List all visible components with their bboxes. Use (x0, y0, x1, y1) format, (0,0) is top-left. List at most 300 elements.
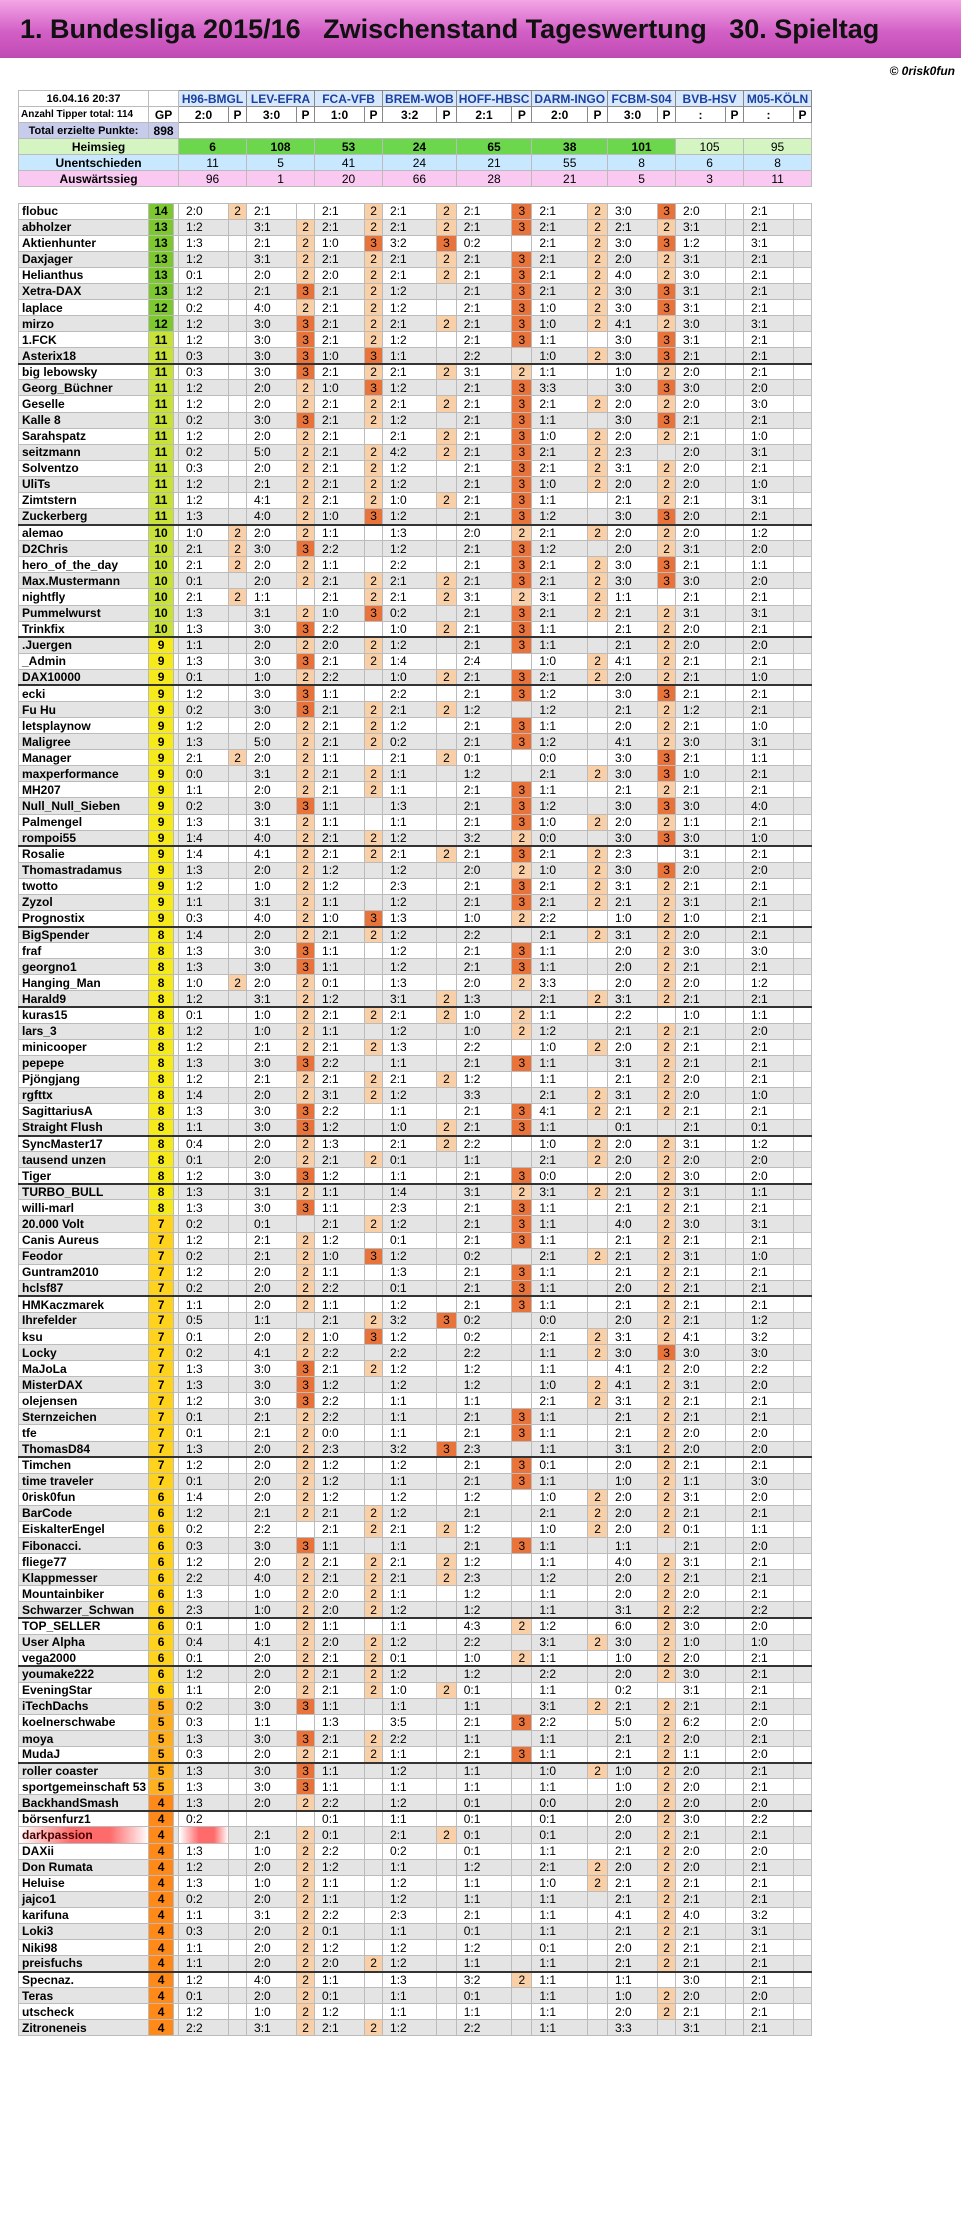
tip-7: 2:1 (676, 750, 726, 766)
tip-8: 2:1 (744, 701, 794, 717)
player-gp: 9 (149, 846, 174, 862)
points-1: 2 (297, 975, 315, 991)
tip-8: 2:1 (744, 621, 794, 637)
tip-1: 2:0 (247, 1152, 297, 1168)
player-row (19, 1120, 812, 1136)
points-0 (229, 1168, 247, 1184)
tip-3: 0:1 (383, 1152, 437, 1168)
points-3 (437, 1811, 457, 1827)
tip-3: 1:1 (383, 1988, 437, 2004)
tip-8: 2:0 (744, 1168, 794, 1184)
points-2 (365, 1779, 383, 1795)
tip-0: 1:2 (179, 1071, 229, 1087)
points-4: 2 (512, 1007, 532, 1023)
points-8 (794, 1361, 812, 1377)
tip-8: 1:0 (744, 428, 794, 444)
stat-row (19, 155, 812, 171)
points-4 (512, 1891, 532, 1907)
points-0 (229, 718, 247, 734)
points-7 (726, 541, 744, 557)
points-0 (229, 1152, 247, 1168)
points-5 (588, 1795, 608, 1811)
tip-7: 2:1 (676, 1875, 726, 1891)
player-row (19, 1538, 812, 1554)
points-1: 2 (297, 862, 315, 878)
points-6: 2 (658, 267, 676, 283)
tip-4: 2:1 (456, 1457, 512, 1473)
points-2 (365, 1345, 383, 1361)
tip-8: 2:1 (744, 814, 794, 830)
points-0 (229, 573, 247, 589)
tip-1: 3:0 (247, 412, 297, 428)
tip-4: 2:1 (456, 1505, 512, 1521)
player-row (19, 283, 812, 299)
points-0 (229, 1039, 247, 1055)
tip-1: 2:0 (247, 1441, 297, 1457)
match-team-3: BREM-WOB (383, 91, 457, 107)
points-1: 2 (297, 894, 315, 910)
points-5: 2 (588, 1763, 608, 1779)
points-8 (794, 1393, 812, 1409)
player-row (19, 476, 812, 492)
tip-0: 0:1 (179, 1650, 229, 1666)
points-7 (726, 1087, 744, 1103)
points-4: 3 (512, 637, 532, 653)
tip-7: 2:1 (676, 1698, 726, 1714)
points-7 (726, 653, 744, 669)
tip-1: 1:0 (247, 669, 297, 685)
total-row (19, 123, 812, 139)
stat-value-5: 38 (532, 139, 608, 155)
tip-6: 3:0 (608, 300, 658, 316)
tip-7: 3:1 (676, 2020, 726, 2036)
points-8 (794, 1698, 812, 1714)
tip-3: 1:2 (383, 1361, 437, 1377)
tip-1: 3:0 (247, 701, 297, 717)
points-1: 2 (297, 637, 315, 653)
points-5: 2 (588, 605, 608, 621)
tip-1: 2:0 (247, 1554, 297, 1570)
player-name: Pjöngjang (19, 1071, 149, 1087)
tip-0: 0:2 (179, 1280, 229, 1296)
points-4 (512, 1152, 532, 1168)
points-6: 3 (658, 509, 676, 525)
player-row (19, 380, 812, 396)
tip-6: 2:0 (608, 814, 658, 830)
points-1: 2 (297, 1007, 315, 1023)
player-row (19, 316, 812, 332)
tip-5: 2:1 (532, 1393, 588, 1409)
points-3 (437, 1055, 457, 1071)
player-row (19, 653, 812, 669)
tip-1: 3:0 (247, 1538, 297, 1554)
points-5: 2 (588, 573, 608, 589)
points-2: 3 (365, 605, 383, 621)
player-gp: 4 (149, 2020, 174, 2036)
tip-6: 2:0 (608, 2004, 658, 2020)
points-6: 2 (658, 1521, 676, 1537)
player-name: Ihrefelder (19, 1312, 149, 1328)
tip-7: 2:0 (676, 862, 726, 878)
points-6: 2 (658, 1168, 676, 1184)
tip-7: 4:0 (676, 1907, 726, 1923)
tip-4: 2:1 (456, 267, 512, 283)
player-name: Klappmesser (19, 1570, 149, 1586)
points-5 (588, 492, 608, 508)
points-1: 2 (297, 380, 315, 396)
tip-1: 2:0 (247, 1264, 297, 1280)
points-7 (726, 1023, 744, 1039)
tip-6: 2:1 (608, 782, 658, 798)
tip-1: 3:1 (247, 991, 297, 1007)
points-1: 2 (297, 525, 315, 541)
tip-8: 2:1 (744, 991, 794, 1007)
tip-5: 1:1 (532, 1441, 588, 1457)
points-7 (726, 1055, 744, 1071)
points-0 (229, 653, 247, 669)
tip-7: 2:0 (676, 1988, 726, 2004)
points-5 (588, 782, 608, 798)
player-name: Palmengel (19, 814, 149, 830)
tip-8: 2:1 (744, 685, 794, 701)
points-7 (726, 1264, 744, 1280)
tip-8: 2:1 (744, 766, 794, 782)
tip-0: 0:5 (179, 1312, 229, 1328)
points-4 (512, 1345, 532, 1361)
points-4: 3 (512, 1425, 532, 1441)
tip-8: 2:1 (744, 1763, 794, 1779)
tip-3: 2:1 (383, 1521, 437, 1537)
tip-2: 1:1 (315, 943, 365, 959)
points-7 (726, 267, 744, 283)
points-1: 2 (297, 1875, 315, 1891)
tip-6: 3:0 (608, 1634, 658, 1650)
player-name: Tiger (19, 1168, 149, 1184)
tip-4: 2:2 (456, 1136, 512, 1152)
player-row (19, 910, 812, 926)
points-6: 3 (658, 750, 676, 766)
points-0 (229, 300, 247, 316)
copyright-note: © 0risk0fun (889, 64, 955, 78)
points-5: 2 (588, 300, 608, 316)
stat-value-3: 66 (383, 171, 457, 187)
player-name: BarCode (19, 1505, 149, 1521)
stat-value-0: 6 (179, 139, 247, 155)
points-8 (794, 1907, 812, 1923)
tip-5: 3:3 (532, 975, 588, 991)
points-4: 3 (512, 782, 532, 798)
player-row (19, 1779, 812, 1795)
tip-0: 0:0 (179, 766, 229, 782)
tip-4: 2:1 (456, 316, 512, 332)
points-3 (437, 1875, 457, 1891)
tip-0: 0:3 (179, 910, 229, 926)
points-0 (229, 1280, 247, 1296)
tip-7: 2:0 (676, 1795, 726, 1811)
match-result-1: 3:0 (247, 107, 297, 123)
points-2 (365, 1618, 383, 1634)
player-name: hclsf87 (19, 1280, 149, 1296)
tip-0: 0:1 (179, 669, 229, 685)
points-7 (726, 492, 744, 508)
points-3 (437, 685, 457, 701)
tip-5: 2:1 (532, 573, 588, 589)
player-name: alemao (19, 525, 149, 541)
points-8 (794, 734, 812, 750)
points-1: 2 (297, 1923, 315, 1939)
points-3 (437, 814, 457, 830)
tip-6: 3:1 (608, 460, 658, 476)
points-3 (437, 1698, 457, 1714)
tip-3: 1:1 (383, 814, 437, 830)
points-7 (726, 219, 744, 235)
player-name: Max.Mustermann (19, 573, 149, 589)
points-0 (229, 1811, 247, 1827)
tip-1: 2:0 (247, 1666, 297, 1682)
tip-2: 1:0 (315, 235, 365, 251)
points-6: 2 (658, 1698, 676, 1714)
tip-2: 2:0 (315, 637, 365, 653)
tip-8: 3:1 (744, 492, 794, 508)
player-name: Xetra-DAX (19, 283, 149, 299)
tip-0: 1:3 (179, 1103, 229, 1119)
points-6: 2 (658, 541, 676, 557)
stat-row (19, 171, 812, 187)
player-name: tausend unzen (19, 1152, 149, 1168)
player-gp: 6 (149, 1538, 174, 1554)
points-0 (229, 685, 247, 701)
player-gp: 9 (149, 701, 174, 717)
points-2 (365, 878, 383, 894)
player-name: willi-marl (19, 1200, 149, 1216)
tip-7: 3:1 (676, 332, 726, 348)
tip-8: 2:1 (744, 1296, 794, 1312)
tip-4: 1:2 (456, 1554, 512, 1570)
player-name: Geselle (19, 396, 149, 412)
tip-8: 2:0 (744, 1441, 794, 1457)
points-3 (437, 718, 457, 734)
tip-4: 0:1 (456, 1795, 512, 1811)
tip-2: 2:1 (315, 1361, 365, 1377)
points-4: 3 (512, 1714, 532, 1730)
tip-5: 2:1 (532, 460, 588, 476)
points-2: 3 (365, 380, 383, 396)
points-3 (437, 300, 457, 316)
player-name: TOP_SELLER (19, 1618, 149, 1634)
tip-4: 0:1 (456, 1682, 512, 1698)
tip-4: 0:2 (456, 1248, 512, 1264)
tip-2: 2:1 (315, 1007, 365, 1023)
tip-6: 2:1 (608, 1409, 658, 1425)
points-6: 2 (658, 1956, 676, 1972)
points-7 (726, 1473, 744, 1489)
points-5: 2 (588, 525, 608, 541)
tip-1: 2:0 (247, 1136, 297, 1152)
points-0 (229, 1875, 247, 1891)
points-7 (726, 830, 744, 846)
points-2: 2 (365, 846, 383, 862)
player-gp: 9 (149, 669, 174, 685)
points-7 (726, 766, 744, 782)
points-4: 3 (512, 894, 532, 910)
points-6: 2 (658, 396, 676, 412)
tip-1: 1:0 (247, 1023, 297, 1039)
points-8 (794, 669, 812, 685)
tip-2: 2:1 (315, 332, 365, 348)
points-1 (297, 203, 315, 219)
tip-8: 1:0 (744, 1634, 794, 1650)
tip-1: 2:1 (247, 1425, 297, 1441)
tip-2: 1:1 (315, 814, 365, 830)
tip-0: 1:1 (179, 894, 229, 910)
tip-5: 2:1 (532, 525, 588, 541)
points-7 (726, 1666, 744, 1682)
tip-5: 1:1 (532, 959, 588, 975)
points-1: 3 (297, 1393, 315, 1409)
points-7 (726, 396, 744, 412)
tip-1: 3:1 (247, 2020, 297, 2036)
player-row (19, 605, 812, 621)
tip-1: 2:1 (247, 1827, 297, 1843)
points-4: 2 (512, 1972, 532, 1988)
points-8 (794, 959, 812, 975)
player-name: MisterDAX (19, 1377, 149, 1393)
points-0 (229, 830, 247, 846)
player-gp: 5 (149, 1763, 174, 1779)
points-0: 2 (229, 525, 247, 541)
points-6 (658, 846, 676, 862)
points-7 (726, 1956, 744, 1972)
tip-2: 2:1 (315, 316, 365, 332)
tip-0: 1:3 (179, 1763, 229, 1779)
tip-5: 1:1 (532, 2004, 588, 2020)
tip-1 (247, 1811, 297, 1827)
points-5 (588, 380, 608, 396)
points-5: 2 (588, 927, 608, 943)
player-row (19, 1441, 812, 1457)
points-7 (726, 1457, 744, 1473)
points-7 (726, 332, 744, 348)
points-5: 2 (588, 1634, 608, 1650)
points-8 (794, 1650, 812, 1666)
points-4: 3 (512, 557, 532, 573)
points-7 (726, 734, 744, 750)
tip-6: 2:0 (608, 1312, 658, 1328)
points-4: 2 (512, 1650, 532, 1666)
player-row (19, 1891, 812, 1907)
tip-0 (179, 1827, 229, 1843)
points-1: 2 (297, 750, 315, 766)
player-row (19, 1795, 812, 1811)
points-8 (794, 1602, 812, 1618)
points-5 (588, 1570, 608, 1586)
tip-6: 3:1 (608, 1329, 658, 1345)
points-1: 2 (297, 991, 315, 1007)
points-1: 2 (297, 2020, 315, 2036)
tip-6: 2:0 (608, 1859, 658, 1875)
points-2 (365, 862, 383, 878)
tip-5: 2:1 (532, 235, 588, 251)
points-4: 3 (512, 573, 532, 589)
points-6: 3 (658, 412, 676, 428)
points-8 (794, 1570, 812, 1586)
tip-2: 2:2 (315, 1103, 365, 1119)
points-7 (726, 300, 744, 316)
player-row (19, 1827, 812, 1843)
player-row (19, 1136, 812, 1152)
points-7 (726, 1039, 744, 1055)
points-2: 2 (365, 1039, 383, 1055)
tip-4: 2:1 (456, 1747, 512, 1763)
tip-8: 2:1 (744, 1554, 794, 1570)
tip-1: 4:0 (247, 509, 297, 525)
tip-0: 0:1 (179, 267, 229, 283)
points-0 (229, 1473, 247, 1489)
tip-7: 3:1 (676, 1554, 726, 1570)
points-4: 3 (512, 428, 532, 444)
player-name: Zitroneneis (19, 2020, 149, 2036)
points-2: 2 (365, 589, 383, 605)
points-8 (794, 701, 812, 717)
points-6: 2 (658, 1505, 676, 1521)
tip-7: 3:0 (676, 1216, 726, 1232)
tip-6: 3:0 (608, 750, 658, 766)
points-2: 2 (365, 701, 383, 717)
tip-4: 2:1 (456, 1103, 512, 1119)
tip-0: 1:2 (179, 428, 229, 444)
tip-7: 3:1 (676, 219, 726, 235)
tip-6: 1:0 (608, 1988, 658, 2004)
tip-3: 1:1 (383, 1923, 437, 1939)
tip-0: 1:3 (179, 862, 229, 878)
tip-4: 2:1 (456, 894, 512, 910)
tip-1: 4:0 (247, 910, 297, 926)
points-4: 3 (512, 460, 532, 476)
player-row (19, 251, 812, 267)
tip-6: 3:3 (608, 2020, 658, 2036)
points-4: 3 (512, 1232, 532, 1248)
points-1 (297, 1811, 315, 1827)
points-8 (794, 1634, 812, 1650)
points-1: 2 (297, 1296, 315, 1312)
tip-5: 3:1 (532, 1634, 588, 1650)
points-8 (794, 1329, 812, 1345)
points-0: 2 (229, 557, 247, 573)
points-5: 2 (588, 316, 608, 332)
points-6: 2 (658, 1811, 676, 1827)
tip-6: 1:0 (608, 910, 658, 926)
points-6: 2 (658, 1441, 676, 1457)
tip-0: 1:1 (179, 782, 229, 798)
tip-2: 2:1 (315, 203, 365, 219)
tip-0: 0:1 (179, 1425, 229, 1441)
tip-6: 4:0 (608, 1216, 658, 1232)
points-3 (437, 1409, 457, 1425)
points-1: 2 (297, 814, 315, 830)
player-gp: 11 (149, 380, 174, 396)
player-row (19, 1312, 812, 1328)
points-8 (794, 1972, 812, 1988)
tip-7: 2:0 (676, 525, 726, 541)
points-2 (365, 621, 383, 637)
player-row (19, 1264, 812, 1280)
tip-7: 1:0 (676, 910, 726, 926)
tip-3: 1:2 (383, 332, 437, 348)
player-row (19, 1505, 812, 1521)
player-gp: 13 (149, 251, 174, 267)
points-7 (726, 1007, 744, 1023)
tip-4: 2:0 (456, 862, 512, 878)
